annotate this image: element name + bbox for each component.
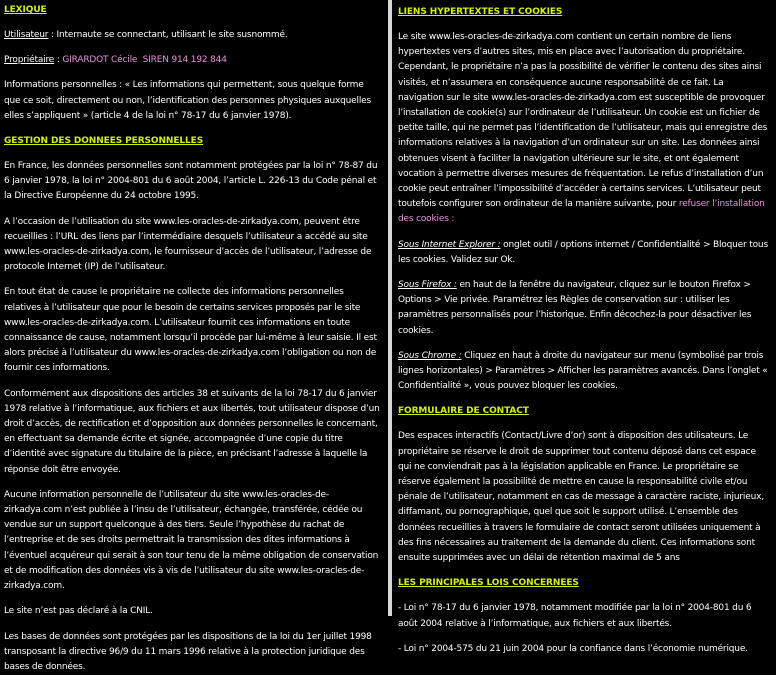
gestion-heading: GESTION DES DONNEES PERSONNELLES bbox=[4, 134, 382, 149]
utilisateur-term: Utilisateur bbox=[4, 30, 48, 40]
gestion-paragraph-6: Le site n’est pas déclaré à la CNIL. bbox=[4, 604, 382, 619]
proprietaire-name: GIRARDOT Cécile SIREN 914 192 844 bbox=[62, 55, 226, 65]
left-column bbox=[0, 0, 388, 616]
chrome-instructions bbox=[398, 349, 770, 395]
gestion-paragraph-5: Aucune information personnelle de l’utilisateur du site www.les-oracles-de-zirkadya.com n’est publiée à l’insu de l’utilisateur, échangée, transférée, cédée ou vendue sur un support quelconque à des tiers. Seule l’hypothèse du rachat de l’entreprise et de ses droits permettrait la transmission des dites informations à l’éventuel acquéreur qui serait à son tour tenu de la même obligation de conservation et de modification des données vis à vis de l’utilisateur du site www.les-oracles-de-zirkadya.com. bbox=[4, 488, 382, 594]
right-column bbox=[392, 0, 776, 616]
liens-text: Le site www.les-oracles-de-zirkadya.com contient un certain nombre de liens hypertextes vers d’autres sites, mis en place avec l’autorisation du propriétaire. Cependant, le propriétaire n’a pas la possibilité de vérifier le contenu des sites ainsi visités, et n’assumera en conséquence aucune responsabilité de ce fait. La navigation sur le site www.les-oracles-de-zirkadya.com est susceptible de provoquer l’installation de cookie(s) sur l’ordinateur de l’utilisateur. Un cookie est un fichier de petite taille, qui ne permet pas l’identification de l’utilisateur, mais qui enregistre des informations relatives à la navigation d’un ordinateur sur un site. Les données ainsi obtenues visent à faciliter la navigation ultérieure sur le site, et ont également vocation à permettre diverses mesures de fréquentation. Le refus d’installation d’un cookie peut entraîner l’impossibilité d’accéder à certains services. L’utilisateur peut toutefois configurer son ordinateur de la manière suivante, pour bbox=[398, 32, 767, 209]
gestion-paragraph-7: Les bases de données sont protégées par les dispositions de la loi du 1er juillet 1998 transposant la directive 96/9 du 11 mars 1996 relative à la protection juridique des bases de données. bbox=[4, 630, 382, 675]
gestion-paragraph-2: A l’occasion de l’utilisation du site www.les-oracles-de-zirkadya.com, peuvent être recueillies : l’URL des liens par l’intermédiaire desquels l’utilisateur a accédé au site www.les-oracles-de-zirkadya.com, le fournisseur d’accès de l’utilisateur, l’adresse de protocole Internet (IP) de l’utilisateur. bbox=[4, 215, 382, 276]
lois-paragraph-1: - Loi n° 78-17 du 6 janvier 1978, notamment modifiée par la loi n° 2004-801 du 6 août 2004 relative à l’informatique, aux fichiers et aux libertés. bbox=[398, 601, 770, 631]
internet-explorer-text: onglet outil / options internet / Confidentialité > Bloquer tous les cookies. Validez sur Ok. bbox=[398, 240, 768, 265]
chrome-text: Cliquez en haut à droite du navigateur sur menu (symbolisé par trois lignes horizontales) > Paramètres > Afficher les paramètres avancés. Dans l’onglet « Confidentialité », vous pouvez bloquer les cookies. bbox=[398, 351, 768, 391]
utilisateur-definition bbox=[4, 28, 382, 43]
formulaire-paragraph: Des espaces interactifs (Contact/Livre d’or) sont à disposition des utilisateurs. Le propriétaire se réserve le droit de supprimer tout contenu déposé dans cet espace qui ne conviendrait pas à la législation applicable en France. Le propriétaire se réserve également la possibilité de mettre en cause la responsabilité civile et/ou pénale de l’utilisateur, notamment en cas de message à caractère raciste, injurieux, diffamant, ou pornographique, quel que soit le support utilisé. L’ensemble des données recueillies à travers le formulaire de contact seront utilisées uniquement à des fins nécessaires au traitement de la demande du client. Ces informations sont ensuite supprimées avec un délai de rétention maximal de 5 ans bbox=[398, 429, 770, 566]
internet-explorer-instructions bbox=[398, 238, 770, 268]
utilisateur-text: : Internaute se connectant, utilisant le site susnommé. bbox=[48, 30, 287, 40]
lois-heading: LES PRINCIPALES LOIS CONCERNEES bbox=[398, 576, 770, 591]
chrome-term: Sous Chrome : bbox=[398, 351, 462, 361]
firefox-term: Sous Firefox : bbox=[398, 280, 457, 290]
gestion-paragraph-4: Conformément aux dispositions des articles 38 et suivants de la loi 78-17 du 6 janvier 1978 relative à l’informatique, aux fichiers et aux libertés, tout utilisateur dispose d’un droit d’accès, de rectification et d’opposition aux données personnelles le concernant, en effectuant sa demande écrite et signée, accompagnée d’une copie du titre d’identité avec signature du titulaire de la pièce, en précisant l’adresse à laquelle la réponse doit être envoyée. bbox=[4, 387, 382, 478]
proprietaire-term: Propriétaire bbox=[4, 55, 54, 65]
liens-heading: LIENS HYPERTEXTES ET COOKIES bbox=[398, 5, 770, 20]
refuser-cookies-link[interactable]: refuser l’installation des cookies : bbox=[398, 199, 765, 224]
liens-paragraph bbox=[398, 30, 770, 228]
gestion-paragraph-1: En France, les données personnelles sont notamment protégées par la loi n° 78-87 du 6 janvier 1978, la loi n° 2004-801 du 6 août 2004, l’article L. 226-13 du Code pénal et la Directive Européenne du 24 octobre 1995. bbox=[4, 159, 382, 205]
internet-explorer-term: Sous Internet Explorer : bbox=[398, 240, 500, 250]
firefox-text: en haut de la fenêtre du navigateur, cliquez sur le bouton Firefox > Options > Vie privée. Paramétrez les Règles de conservation sur : utiliser les paramètres personnalisés pour l’historique. Enfin décochez-la pour désactiver les cookies. bbox=[398, 280, 751, 336]
firefox-instructions bbox=[398, 278, 770, 339]
formulaire-heading: FORMULAIRE DE CONTACT bbox=[398, 404, 770, 419]
proprietaire-separator: : bbox=[54, 55, 62, 65]
infos-perso-paragraph: Informations personnelles : « Les informations qui permettent, sous quelque forme que ce soit, directement ou non, l’identification des personnes physiques auxquelles elles s’appliquent » (article 4 de la loi n° 78-17 du 6 janvier 1978). bbox=[4, 78, 382, 124]
lexique-heading: LEXIQUE bbox=[4, 3, 382, 18]
lois-paragraph-2: - Loi n° 2004-575 du 21 juin 2004 pour la confiance dans l’économie numérique. bbox=[398, 642, 770, 657]
proprietaire-definition bbox=[4, 53, 382, 68]
gestion-paragraph-3: En tout état de cause le propriétaire ne collecte des informations personnelles relatives à l’utilisateur que pour le besoin de certains services proposés par le site www.les-oracles-de-zirkadya.com. L’utilisateur fournit ces informations en toute connaissance de cause, notamment lorsqu’il procède par lui-même à leur saisie. Il est alors précisé à l’utilisateur du www.les-oracles-de-zirkadya.com l’obligation ou non de fournir ces informations. bbox=[4, 285, 382, 376]
